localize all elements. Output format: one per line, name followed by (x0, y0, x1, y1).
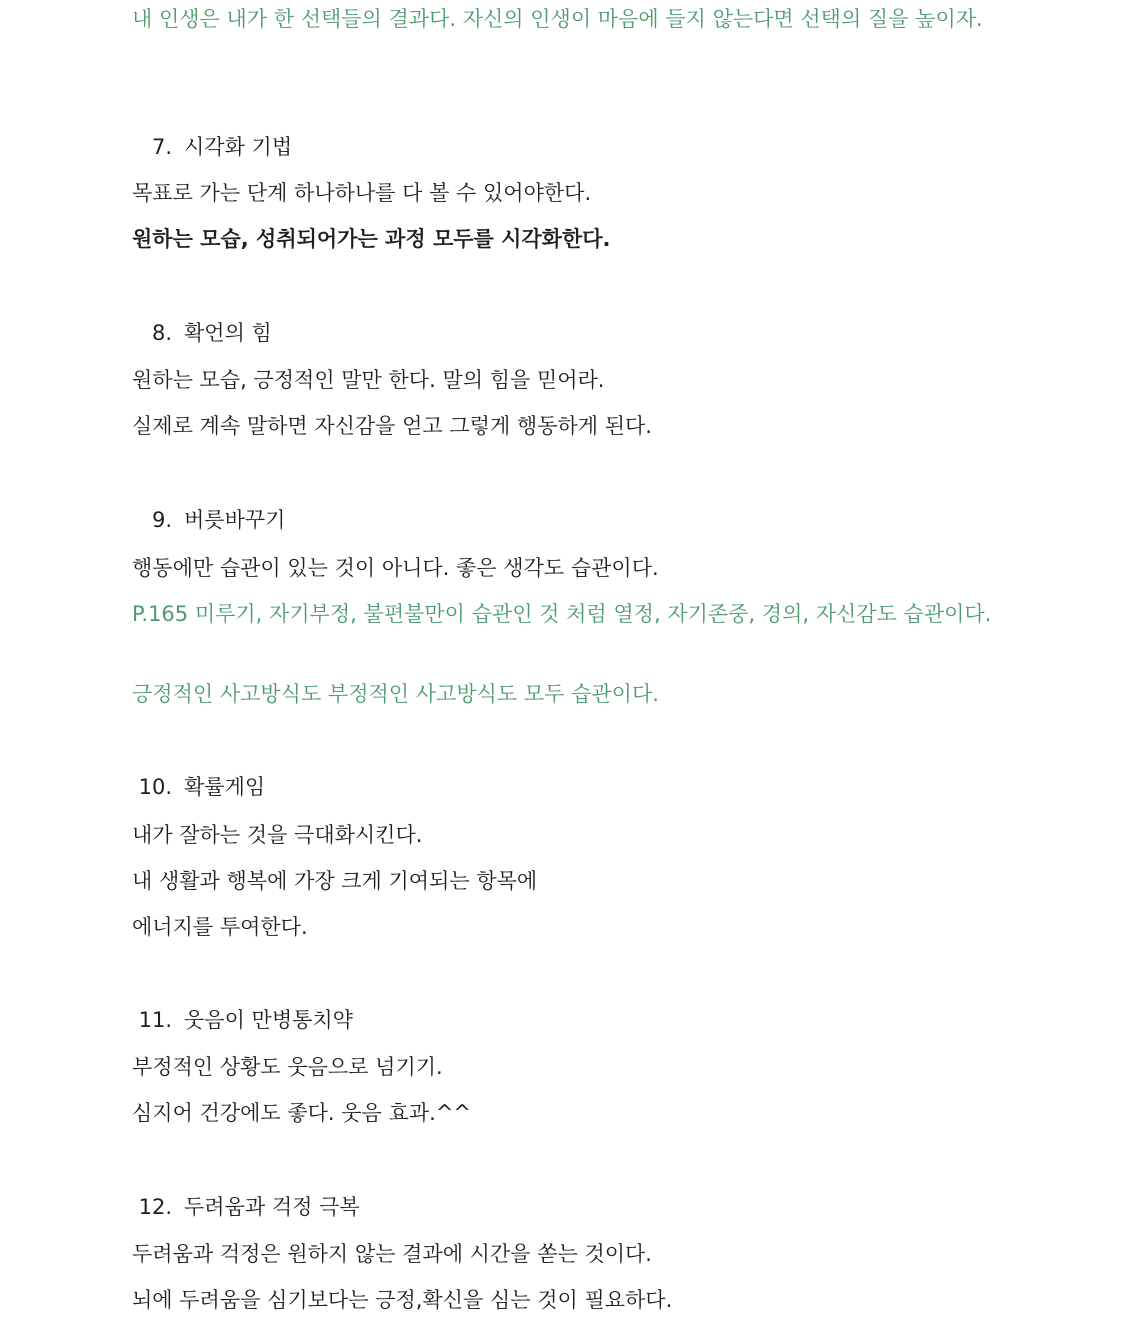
section-number: 7. (151, 135, 172, 159)
section-number: 10. (138, 775, 172, 799)
section-number: 8. (151, 321, 172, 345)
section-10-line-2: 내 생활과 행복에 가장 크게 기여되는 항목에 (132, 869, 538, 893)
section-9-line-1: 행동에만 습관이 있는 것이 아니다. 좋은 생각도 습관이다. (132, 556, 659, 580)
section-title: 확률게임 (184, 775, 266, 799)
section-10-line-1: 내가 잘하는 것을 극대화시킨다. (132, 823, 423, 847)
section-8-heading (132, 316, 992, 350)
section-title: 웃음이 만병통치약 (184, 1008, 353, 1032)
section-11-line-2: 심지어 건강에도 좋다. 웃음 효과.^^ (132, 1101, 471, 1125)
section-8-line-1: 원하는 모습, 긍정적인 말만 한다. 말의 힘을 믿어라. (132, 368, 605, 392)
section-12-line-1: 두려움과 걱정은 원하지 않는 결과에 시간을 쏟는 것이다. (132, 1242, 652, 1266)
section-number: 12. (138, 1195, 172, 1219)
section-number: 9. (151, 508, 172, 532)
section-8-line-2: 실제로 계속 말하면 자신감을 얻고 그렇게 행동하게 된다. (132, 414, 652, 438)
section-number: 11. (138, 1008, 172, 1032)
section-9-line-3: 긍정적인 사고방식도 부정적인 사고방식도 모두 습관이다. (132, 682, 659, 706)
section-11-line-1: 부정적인 상황도 웃음으로 넘기기. (132, 1055, 443, 1079)
section-10-heading (132, 770, 992, 804)
section-12-line-2: 뇌에 두려움을 심기보다는 긍정,확신을 심는 것이 필요하다. (132, 1288, 673, 1312)
section-10-line-3: 에너지를 투여한다. (132, 915, 308, 939)
section-title: 버릇바꾸기 (184, 508, 286, 532)
section-title: 시각화 기법 (184, 135, 293, 159)
section-title: 확언의 힘 (184, 321, 272, 345)
section-7-line-1: 목표로 가는 단계 하나하나를 다 볼 수 있어야한다. (132, 181, 592, 205)
section-7-line-2: 원하는 모습, 성취되어가는 과정 모두를 시각화한다. (132, 227, 611, 251)
section-12-heading (132, 1190, 992, 1224)
intro-quote: 내 인생은 내가 한 선택들의 결과다. 자신의 인생이 마음에 들지 않는다면 선택의 질을 높이자. (132, 7, 983, 31)
section-9-heading (132, 503, 992, 537)
section-7-heading (132, 130, 992, 164)
section-9-line-2: P.165 미루기, 자기부정, 불편불만이 습관인 것 처럼 열정, 자기존중, 경의, 자신감도 습관이다. (132, 602, 992, 626)
section-11-heading (132, 1003, 992, 1037)
section-title: 두려움과 걱정 극복 (184, 1195, 360, 1219)
